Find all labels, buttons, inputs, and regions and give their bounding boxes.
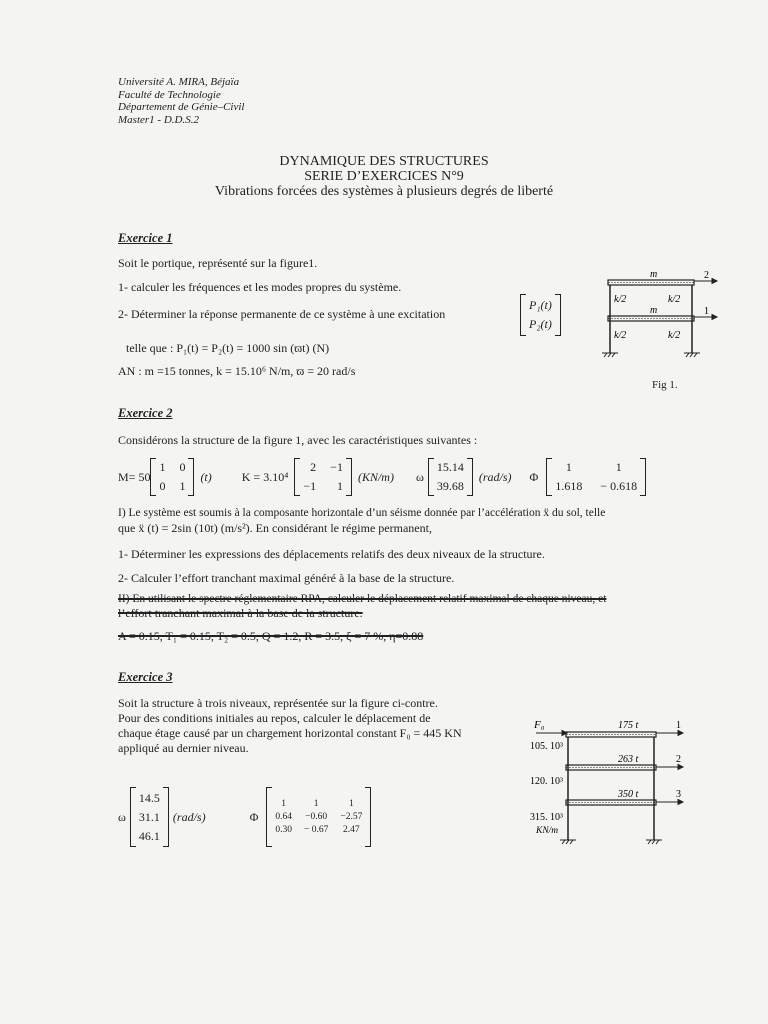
- ex1-condition: telle que : P₁(t) = P₂(t) = 1000 sin (ϖt) (N): [126, 341, 330, 355]
- fig1-stiffness-top-right: k/2: [668, 294, 681, 305]
- fig3-supports: [560, 840, 662, 844]
- vector-cell: 15.14: [436, 460, 464, 474]
- fig1-stiffness-bottom-left: k/2: [614, 330, 627, 341]
- matrix-cell: 0.30: [275, 825, 292, 835]
- figure-3-storey-frame: [530, 712, 700, 862]
- title-course: DYNAMIQUE DES STRUCTURES: [279, 154, 489, 169]
- stiffness-matrix: [294, 458, 352, 496]
- ex1-numeric-values: AN : m =15 tonnes, k = 15.10⁶ N/m, ϖ = 20 rad/s: [118, 364, 356, 378]
- fig1-stiffness-top-left: k/2: [614, 294, 627, 305]
- vector-cell: 46.1: [138, 828, 160, 843]
- matrix-cell: 1: [281, 799, 287, 809]
- matrix-cell: 1: [159, 460, 166, 474]
- vector-cell: 31.1: [138, 809, 160, 824]
- matrix-cell: 1: [336, 479, 343, 493]
- exercise-3-heading: Exercice 3: [118, 670, 173, 684]
- fig3-force-label: F₀: [534, 719, 545, 731]
- ex3-line-4: appliqué au dernier niveau.: [118, 741, 249, 755]
- ex3-mode-shape-matrix: [266, 787, 371, 847]
- matrix-cell: 2: [310, 460, 317, 474]
- vector-cell: 14.5: [138, 790, 160, 805]
- omega-unit: (rad/s): [478, 469, 512, 484]
- ex1-question-1: 1- calculer les fréquences et les modes propres du système.: [118, 280, 402, 294]
- figure-1-caption: Fig 1.: [652, 379, 678, 391]
- document-title: [0, 154, 768, 199]
- fig3-mass-2: 263 t: [618, 754, 639, 765]
- ex2-rpa-parameters-struck: A = 0.15, T₁ = 0.15, T₂ = 0.5, Q = 1.2, R = 3.5, ξ = 7 %, η=0.88: [118, 629, 424, 643]
- matrix-cell: 1: [615, 460, 622, 474]
- vector-cell: 39.68: [436, 479, 464, 493]
- ex3-omega-vector: [130, 787, 169, 847]
- matrix-cell: 1.618: [555, 479, 583, 493]
- matrix-cell: −1: [303, 479, 317, 493]
- mass-unit: (t): [200, 469, 212, 484]
- matrix-cell: −2.57: [340, 812, 363, 822]
- exercise-1-heading: Exercice 1: [118, 231, 173, 245]
- fig3-stiffness-1: 105. 10³: [530, 741, 563, 752]
- ex3-omega-unit: (rad/s): [172, 809, 206, 824]
- header-program: Master1 - D.D.S.2: [118, 113, 199, 126]
- matrix-cell: 0.64: [275, 812, 292, 822]
- matrix-cell: − 0.67: [303, 825, 329, 835]
- fig3-stiffness-3: 315. 10³: [530, 812, 563, 823]
- ex2-part1-line1: I) Le système est soumis à la composante horizontale d’un séisme donnée par l’accélération ẍ du sol, telle: [118, 507, 606, 519]
- mass-matrix: [150, 458, 194, 496]
- ex3-line-3: chaque étage causé par un chargement horizontal constant F₀ = 445 KN: [118, 726, 462, 740]
- ex3-line-1: Soit la structure à trois niveaux, représentée sur la figure ci-contre.: [118, 696, 438, 710]
- ex2-part2-struck-line1: II) En utilisant le spectre réglementaire RPA, calculer le déplacement relatif maximal de chaque niveau, et: [118, 593, 607, 605]
- matrix-cell: −1: [330, 460, 343, 474]
- header-university: Université A. MIRA, Béjaïa: [118, 76, 240, 88]
- fig3-mass-3: 350 t: [618, 789, 639, 800]
- ex3-omega-label: ω: [118, 809, 126, 824]
- fig3-columns: [568, 737, 654, 840]
- phi-label: Φ: [529, 469, 539, 484]
- ex2-question-2: 2- Calculer l’effort tranchant maximal généré à la base de la structure.: [118, 571, 455, 585]
- ex2-intro: Considérons la structure de la figure 1, avec les caractéristiques suivantes :: [118, 433, 478, 447]
- ex3-phi-label: Φ: [249, 809, 259, 824]
- matrix-cell: 1: [565, 460, 572, 474]
- matrix-cell: −0.60: [305, 812, 328, 822]
- fig3-mass-1: 175 t: [618, 720, 639, 731]
- header-faculty: Faculté de Technologie: [118, 88, 221, 101]
- stiffness-unit: (KN/m): [357, 469, 394, 484]
- matrix-cell: 0: [179, 460, 186, 474]
- fig1-dof-2: 2: [704, 270, 709, 281]
- matrix-cell: 1: [179, 479, 186, 493]
- matrix-cell: 1: [348, 799, 354, 809]
- fig3-stiffness-unit: KN/m: [536, 826, 559, 836]
- title-topic: Vibrations forcées des systèmes à plusieurs degrés de liberté: [214, 184, 554, 199]
- load-p2: P₂(t): [529, 317, 552, 331]
- matrix-cell: 2.47: [343, 825, 360, 835]
- ex3-modal-data: [118, 786, 371, 848]
- fig1-supports: [602, 353, 700, 357]
- title-series: SERIE D’EXERCICES N°9: [304, 169, 464, 184]
- university-header: [118, 76, 244, 126]
- fig1-mass-top: m: [650, 269, 658, 280]
- fig1-mass-middle: m: [650, 305, 658, 316]
- ex2-question-1: 1- Déterminer les expressions des déplacements relatifs des deux niveaux de la structure.: [118, 547, 545, 561]
- matrix-cell: 0: [159, 479, 166, 493]
- fig3-dof-1: 1: [676, 720, 681, 731]
- ex2-part1-line2: que ẍ (t) = 2sin (10t) (m/s²). En considérant le régime permanent,: [118, 521, 432, 535]
- ex1-question-2: 2- Déterminer la réponse permanente de ce système à une excitation: [118, 307, 446, 321]
- omega-label: ω: [415, 469, 424, 484]
- load-p1: P₁(t): [529, 298, 552, 312]
- fig3-stiffness-2: 120. 10³: [530, 776, 563, 787]
- fig3-dof-2: 2: [676, 754, 681, 765]
- stiffness-matrix-label: K = 3.10⁴: [241, 469, 289, 484]
- matrix-cell: 1: [313, 799, 319, 809]
- ex1-intro: Soit le portique, représenté sur la figure1.: [118, 256, 318, 270]
- ex3-line-2: Pour des conditions initiales au repos, calculer le déplacement de: [118, 711, 431, 725]
- ex2-part2-struck-line2: l’effort tranchant maximal à la base de la structure.: [118, 606, 363, 620]
- ex2-matrices: [118, 457, 646, 497]
- ex1-load-vector: [520, 294, 561, 336]
- exercise-2-heading: Exercice 2: [118, 406, 173, 420]
- fig1-dof-1: 1: [704, 306, 709, 317]
- fig3-dof-3: 3: [676, 789, 681, 800]
- matrix-cell: − 0.618: [600, 479, 638, 493]
- mode-shape-matrix: [546, 458, 646, 496]
- fig1-stiffness-bottom-right: k/2: [668, 330, 681, 341]
- mass-matrix-label: M= 50: [118, 469, 151, 484]
- omega-vector: [428, 458, 473, 496]
- header-department: Département de Génie–Civil: [118, 101, 245, 113]
